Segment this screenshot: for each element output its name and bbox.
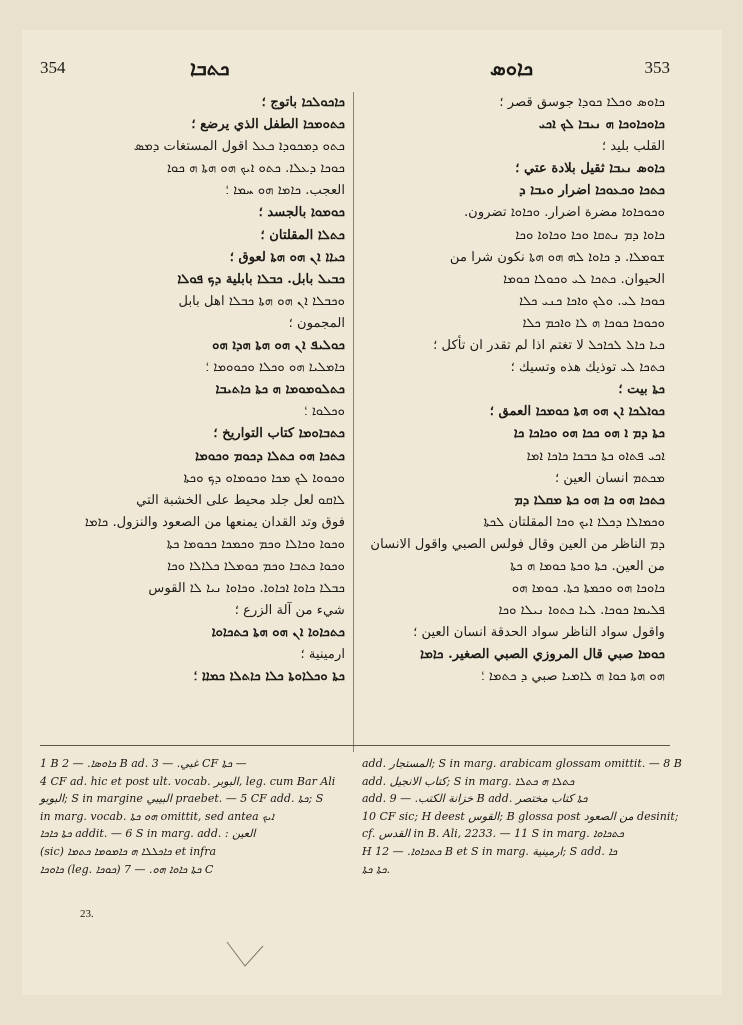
- entry-line: ܟܝܐ ܟܐܠ ܠܟܐܟܠ لا تغتم اذا لم تقدر ان تأكل ؛: [433, 338, 665, 354]
- entry-line: ܦܠܝܡܐ ܟܘܟܐ. ܠܝܐ ܟܬܘܐ ܢܝܠܐ ܘܟܐ: [498, 603, 665, 619]
- footnote-line: H ܟܬܟܐܘܐ. — 12 B et S in marg. ارمينية; S add. ܟܐ: [362, 844, 618, 858]
- entry-line: ܟܬܟܐ ܘܟܥܘܟܐ اضرار ܘܝܒܐ ܕ: [519, 183, 665, 199]
- entry-line: ܟܐܘܟܐ ܗܘ ܘܟܡܬܐ ܟܬܐ. ܟܘܡܐ ܗܘ: [511, 581, 665, 597]
- left-head-word: ܟܬܒܐ: [190, 56, 230, 80]
- entry-line: القلب بليد ؛: [601, 139, 665, 155]
- entry-line: الحيوان. ܟܬܟܐ ܠܝ ܘܟܘܠܐ ܟܘܡܐ: [503, 271, 665, 287]
- footnotes-left: [40, 755, 340, 905]
- footnote-line: 1 B ܟܐܘܣܐ. — 2 B ad. غبي. — 3 CF ܟܬܐ —: [40, 757, 247, 770]
- left-column: [40, 92, 345, 732]
- left-page-number: 354: [40, 58, 66, 77]
- entry-line: ܟܐܘܐ ܕܡ ܢܬܩܐ ܘܟܐ ܘܟܐܘܐ ܘܟܐ: [515, 227, 665, 243]
- footnote-line: البوبو; S in margine البيبي praebet. — 5 CF add. ܟܬܐ; S: [40, 792, 324, 806]
- footnote-line: 4 CF ad. hic et post ult. vocab. البوبر, leg. cum Bar Ali: [40, 774, 336, 788]
- right-page-number: 353: [644, 58, 670, 77]
- entry-line: ܟܒܝܠ بابل. ܟܒܠܐ بابلية ܕܟ ܦܘܠܐ: [177, 271, 345, 287]
- entry-line: ܟܘܡܐ صبي قال المروزي الصبي الصغير. ܟܐܡܐ: [420, 647, 665, 663]
- entry-line: واقول سواد الناظر سواد الحدقة انسان العين ؛: [413, 625, 665, 641]
- footnote-line: add. كتاب الانجيل; S in marg. ܟܬܠܐ ܗ ܟܬܠܐ: [362, 774, 575, 788]
- entry-line: ܘܟܘܟܐܘܐ مضرة اضرار. ܘܟܐܘܐ تضرون.: [463, 205, 665, 221]
- footnote-line: cf. القدس in B. Ali, 2233. — 11 S in marg. ܟܬܟܐܘܐ: [362, 827, 624, 841]
- entry-line: ܟܒܠܐ ܟܐܘܐ ܐܟܐܘܐ. ܘܟܐܘܐ ܢܝܐ ܠܐ القوس: [148, 581, 345, 597]
- entry-line: ܟܘܟܐ ܠܝ. ܘܠܟ ܘܐܟܐ ܟܢܝ ܟܠܐ: [519, 293, 665, 309]
- entry-line: ܟܬܟܐ ܠܝ توذيك هذه وتسيك ؛: [510, 360, 665, 376]
- entry-line: ܟܘܐܠܟܐ ܐܢ ܗܘ ܗܬܐ ܟܘܡܟܐ العمق ؛: [489, 404, 665, 420]
- entry-line: ܟܘܟܐ ܕܥܠܐ. ܟܬܘ ܐܝܟ ܗܘ ܗܬܐ ܗ ܟܘܐ: [167, 161, 345, 177]
- footnote-line: (sic) ܟܐܟܠܠܐ ܗ ܟܐܡܘܡܐ ܟܬܡܐ et infra: [40, 844, 217, 858]
- entry-line: ܘܟܘܐ ܘܟܐܠܐ ܘܟܡ ܘܟܡܟܐ ܟܟܘܡܐ ܟܬܐ: [166, 536, 345, 552]
- entry-line: ܟܘܠܝܦ ܐܢ ܗܘ ܗܬܐ ܗܕܐ ܗܘ: [212, 338, 345, 354]
- entry-line: ܟܬܠܐ المقلتان ؛: [260, 227, 345, 243]
- entry-line: ܟܬܟܐ ܗܘ ܟܐ ܗܘ ܟܬܐ ܡܩܠܐ ܕܡ: [514, 492, 665, 508]
- entry-line: ܟܐܡܠܝܐ ܗܘ ܘܟܠܐ ܘܟܘܘܡܐ ؛: [205, 360, 345, 376]
- footnote-line: ܟܬܐ ܟܬܐ.: [362, 862, 391, 876]
- entry-line: ܟܐܘܟܐܘܟܐ ܗ ܢܝܒܐ ܠܟ ܐܟܝ: [538, 117, 665, 133]
- entry-line: ܟܬܐ ܕܡ ܐ ܗܘ ܟܟܐ ܗܘ ܘܟܐܟܐ ܟܐ: [513, 426, 665, 442]
- entry-line: ܟܬܐ بيت ؛: [618, 382, 665, 398]
- footnote-rule: [40, 745, 670, 746]
- entry-line: ܟܐܘܣ ܘܟܠܐ ܟܘܕܐ جوسق قصر ؛: [499, 95, 665, 110]
- entry-line: ܟܬܐ ܘܟܠܐܘܬܐ ܟܠܐ ܟܐܬܠܐ ܟܡܐܐ ؛: [193, 669, 345, 685]
- footnote-line: ܟܐܘܟܐ (leg. ܟܘܟܐ) ܟܬܐ ܟܐܘܐ ܗܘ. — 7 C: [40, 862, 214, 876]
- entry-line: ܟܐܟܘܠܟܐ باتوج ؛: [261, 95, 345, 110]
- entry-line: ܟܬܒܐܘܡܐ كتاب التواريخ ؛: [213, 426, 345, 442]
- entry-line: ܠܐܩܘ لعل جلد محيط على الخشبة التي: [136, 492, 345, 508]
- entry-line: المجمون ؛: [288, 315, 345, 331]
- entry-line: ܘܟܠܘܐ ؛: [304, 404, 345, 420]
- footnote-line: add. المستجار; S in marg. arabicam glossam omittit. — 8 B: [362, 757, 682, 770]
- entry-line: ܘܟܒܠܐ ܐܢ ܗܘ ܗܬܐ ܟܒܠܐ اهل بابل: [178, 293, 345, 309]
- footnote-line: add. خزانة الكتب. — 9 B add. ܟܬܐ كتاب مختصر: [362, 792, 588, 806]
- entry-line: ܫܘܡܠܐ. ܕ ܟܐܘܐ ܠܗ ܗܘ ܗܬܐ نكون شرا من: [449, 249, 665, 265]
- entry-line: ܟܬܟܐ ܗܘ ܟܬܠܐ ܕܟܘܡ ܘܟܘܡܐ: [195, 448, 345, 464]
- right-head-word: ܟܐܘܣ: [490, 56, 534, 80]
- entry-line: من العين. ܟܬܐ ܘܟܬܐ ܟܘܡܐ ܗ ܟܬܐ: [510, 558, 665, 574]
- entry-line: العجب. ܟܐܡܐ ܗܘ ܚܡܐ ؛: [225, 183, 345, 199]
- pencil-mark: [225, 940, 265, 970]
- column-rule: [353, 92, 354, 752]
- entry-line: شيء من آلة الزرع ؛: [234, 603, 345, 619]
- right-column: [360, 92, 665, 732]
- signature-mark: 23.: [80, 908, 94, 920]
- entry-line: ܟܘܡܘܐ بالجسد ؛: [258, 205, 345, 221]
- entry-line: ܟܝܐܐ ܐܢ ܗܘ ܗܬܐ لعوق ؛: [229, 249, 345, 265]
- entry-line: ܟܬܟܐܘܐ ܐܢ ܗܘ ܗܬܐ ܟܬܟܐܘܐ: [211, 625, 345, 641]
- entry-line: ܟܬܘܡܟܐ الطفل الذي يرضع ؛: [191, 117, 345, 133]
- entry-line: ܟܬܘ ܕܡܟܘܕܐ ܟܥܠ اقول المستغات ܕܡܣ: [133, 139, 345, 155]
- entry-line: ܟܬܠܘܡܘܡܐ ܗ ܟܬܐ ܟܐܬܝܒܐ: [215, 382, 345, 398]
- entry-line: ܐܟܝ ܦܬܐܘ ܟܬܐ ܟܒܟܐ ܟܐܟܐ ܐܡܐ: [526, 448, 665, 464]
- entry-line: ܡܟܬܡ انسان العين ؛: [554, 470, 665, 486]
- entry-line: ارمينية ؛: [300, 647, 345, 663]
- footnote-line: 10 CF sic; H deest القوس; B glossa post من الصعود desinit;: [362, 809, 679, 823]
- entry-line: ܘܟܘܟܐ ܟܘܟܐ ܗ ܠܐ ܘܐܟܡ ܟܠܐ: [522, 315, 665, 331]
- entry-line: ܟܐܘܣ ܢܝܒܐ ثقيل بلادة عتي ؛: [515, 161, 665, 177]
- entry-line: فوق وتد القدان يمنعها من الصعود والنزول. ܟܐܡܐ: [84, 514, 345, 530]
- entry-line: ܗܘ ܗܬܐ ܟܘܐ ܗ ܠܐܡܝܐ صبي ܕ ܟܬܡܐ ؛: [481, 669, 665, 685]
- footnotes-right: [362, 755, 682, 905]
- entry-line: ܘܟܘܐ ܟܬܒܐ ܘܟܡ ܟܘܡܠܐ ܟܠܐܠܐ ܘܟܐ: [167, 558, 345, 574]
- entry-line: ܘܟܡܐܠܐ ܕܟܠܐ ܐܝܟ ܘܟܐ المقلتان ܠܟܬܐ: [483, 514, 665, 530]
- footnote-line: in marg. vocab. ܗܘ ܟܬܐ omittit, sed antea ܐܝܟ: [40, 809, 275, 823]
- entry-line: ܕܡ الناظر من العين وقال فولس الصبي واقول الانسان: [370, 536, 665, 552]
- entry-line: ܘܟܘܘܐ ܠܟ ܡܟܐ ܘܟܘܡܐܘ ܕܟ ܘܟܬܐ: [183, 470, 345, 486]
- footnote-line: ܟܬܐ ܟܐܟܐ addit. — 6 S in marg. add. : العين: [40, 827, 256, 841]
- running-head: [40, 58, 670, 86]
